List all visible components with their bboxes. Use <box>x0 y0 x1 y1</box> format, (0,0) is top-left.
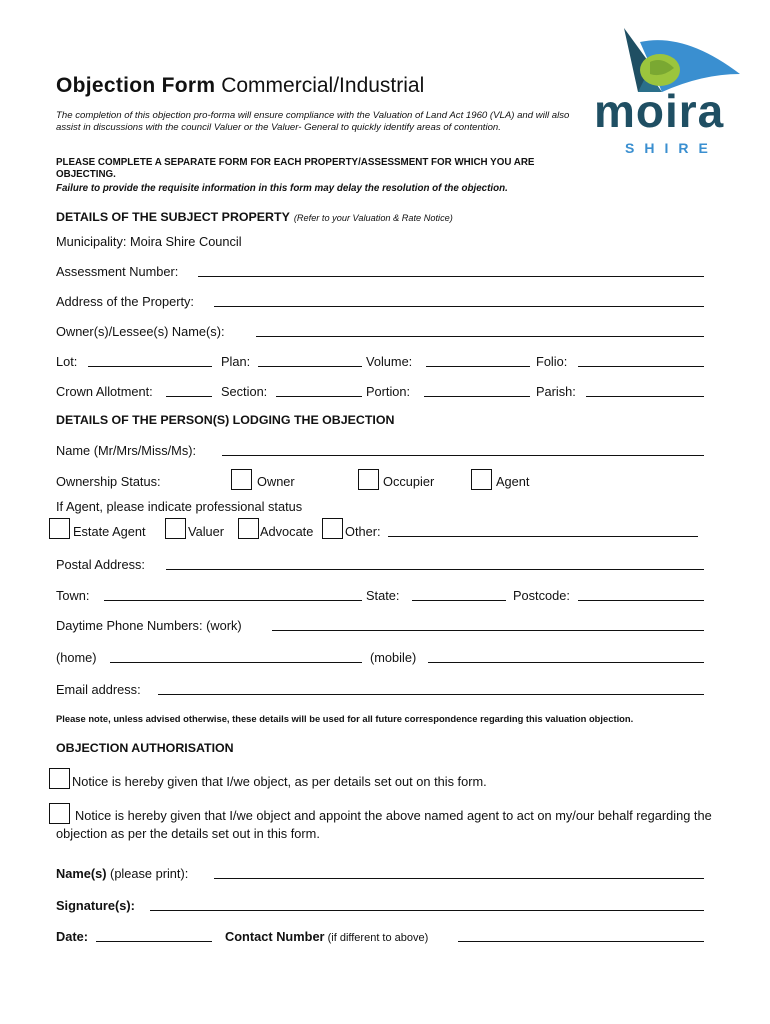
assessment-label: Assessment Number: <box>56 264 179 279</box>
instruction-text: PLEASE COMPLETE A SEPARATE FORM FOR EACH PROPERTY/ASSESSMENT FOR WHICH YOU ARE OBJECTING. <box>56 157 535 180</box>
contact-bold: Contact Number <box>225 929 325 944</box>
plan-field[interactable] <box>258 354 362 367</box>
date-field[interactable] <box>96 929 212 942</box>
name-label: Name (Mr/Mrs/Miss/Ms): <box>56 443 197 458</box>
page-title <box>56 74 424 98</box>
estate-agent-checkbox[interactable] <box>49 518 70 539</box>
valuer-checkbox[interactable] <box>165 518 186 539</box>
authorisation-option1-label: Notice is hereby given that I/we object, as per details set out on this form. <box>72 774 487 789</box>
advocate-checkbox[interactable] <box>238 518 259 539</box>
section-heading-person: DETAILS OF THE PERSON(S) LODGING THE OBJECTION <box>56 413 395 427</box>
other-checkbox[interactable] <box>322 518 343 539</box>
ownership-label: Ownership Status: <box>56 474 161 489</box>
lot-label: Lot: <box>56 354 78 369</box>
names-bold: Name(s) <box>56 866 107 881</box>
warning-text: Failure to provide the requisite information in this form may delay the resolution of the objection. <box>56 183 508 194</box>
volume-field[interactable] <box>426 354 530 367</box>
crown-field[interactable] <box>166 384 212 397</box>
contact-number-field[interactable] <box>458 929 704 942</box>
moira-shire-logo <box>590 22 750 162</box>
correspondence-note: Please note, unless advised otherwise, these details will be used for all future correspondence regarding this valuation objection. <box>56 713 634 724</box>
title-rest: Commercial/Industrial <box>215 74 425 97</box>
print-names-label <box>56 866 188 881</box>
name-field[interactable] <box>222 443 704 456</box>
authorisation-option1-checkbox[interactable] <box>49 768 70 789</box>
town-label: Town: <box>56 588 90 603</box>
authorisation-option2-label: Notice is hereby given that I/we object and appoint the above named agent to act on my/our behalf regarding the objection as per the details set out in this form. <box>56 808 712 841</box>
email-field[interactable] <box>158 682 704 695</box>
phone-work-label: Daytime Phone Numbers: (work) <box>56 618 242 633</box>
logo-subtitle: SHIRE <box>625 140 718 156</box>
state-label: State: <box>366 588 400 603</box>
agent-question: If Agent, please indicate professional status <box>56 499 303 514</box>
other-field[interactable] <box>388 524 698 537</box>
portion-field[interactable] <box>424 384 530 397</box>
names-hint: (please print): <box>106 866 189 881</box>
phone-mobile-label: (mobile) <box>370 650 417 665</box>
phone-mobile-field[interactable] <box>428 650 704 663</box>
parish-label: Parish: <box>536 384 576 399</box>
owner-label: Owner <box>257 474 295 489</box>
parish-field[interactable] <box>586 384 704 397</box>
folio-field[interactable] <box>578 354 704 367</box>
section-label: Section: <box>221 384 268 399</box>
postal-field[interactable] <box>166 557 704 570</box>
postal-label: Postal Address: <box>56 557 145 572</box>
crown-label: Crown Allotment: <box>56 384 153 399</box>
lot-field[interactable] <box>88 354 212 367</box>
agent-label: Agent <box>496 474 530 489</box>
occupier-label: Occupier <box>383 474 435 489</box>
phone-home-label: (home) <box>56 650 97 665</box>
logo-wordmark: moira <box>594 85 725 137</box>
municipality-label: Municipality: Moira Shire Council <box>56 234 242 249</box>
section-field[interactable] <box>276 384 362 397</box>
occupier-checkbox[interactable] <box>358 469 379 490</box>
print-names-field[interactable] <box>214 866 704 879</box>
town-field[interactable] <box>104 588 362 601</box>
advocate-label: Advocate <box>260 524 314 539</box>
owner-checkbox[interactable] <box>231 469 252 490</box>
address-label: Address of the Property: <box>56 294 194 309</box>
signature-field[interactable] <box>150 898 704 911</box>
postcode-field[interactable] <box>578 588 704 601</box>
state-field[interactable] <box>412 588 506 601</box>
contact-hint: (if different to above) <box>324 932 429 944</box>
email-label: Email address: <box>56 682 141 697</box>
plan-label: Plan: <box>221 354 251 369</box>
title-bold: Objection Form <box>56 74 216 97</box>
address-field[interactable] <box>214 294 704 307</box>
agent-checkbox[interactable] <box>471 469 492 490</box>
volume-label: Volume: <box>366 354 413 369</box>
portion-label: Portion: <box>366 384 411 399</box>
signature-label: Signature(s): <box>56 898 135 913</box>
heading-note: (Refer to your Valuation & Rate Notice) <box>293 213 453 223</box>
assessment-field[interactable] <box>198 264 704 277</box>
phone-work-field[interactable] <box>272 618 704 631</box>
owners-label: Owner(s)/Lessee(s) Name(s): <box>56 324 225 339</box>
section-heading-authorisation: OBJECTION AUTHORISATION <box>56 741 234 755</box>
date-label: Date: <box>56 929 88 944</box>
valuer-label: Valuer <box>188 524 225 539</box>
contact-number-label <box>225 929 428 944</box>
estate-agent-label: Estate Agent <box>73 524 146 539</box>
intro-text: The completion of this objection pro-forma will ensure compliance with the Valuation of Land Act 1960 (VLA) and will also assist in discussions with the council Valuer or the Valuer- General to quickly identify areas of contention. <box>56 110 570 133</box>
section-heading-subject: DETAILS OF THE SUBJECT PROPERTY (Refer to your Valuation & Rate Notice) <box>56 210 453 224</box>
folio-label: Folio: <box>536 354 568 369</box>
owners-field[interactable] <box>256 324 704 337</box>
postcode-label: Postcode: <box>513 588 570 603</box>
other-label: Other: <box>345 524 381 539</box>
phone-home-field[interactable] <box>110 650 362 663</box>
